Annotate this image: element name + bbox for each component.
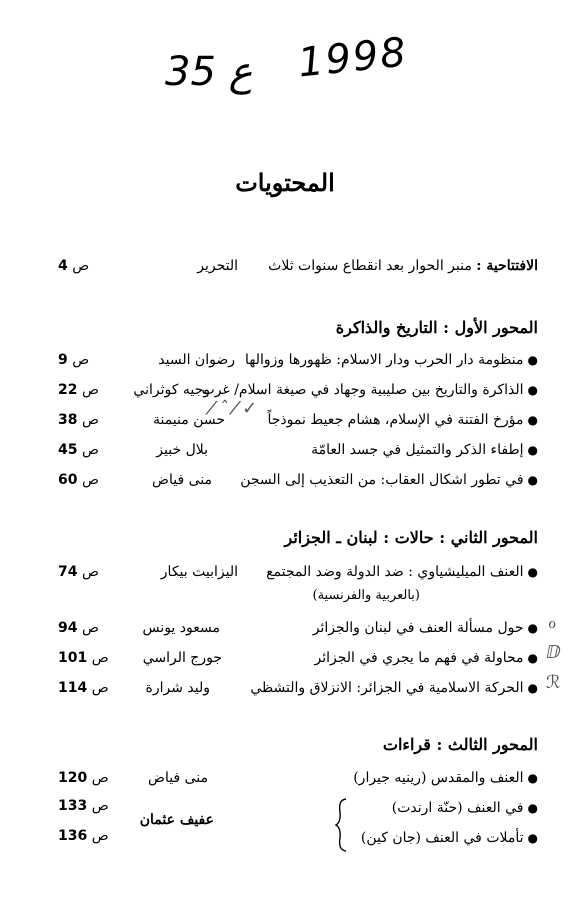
toc-page: ص 9 (58, 352, 90, 368)
toc-author: حسن منيمنة (152, 412, 225, 428)
editorial-entry (268, 258, 538, 274)
brace-mark (334, 798, 348, 852)
toc-page: ص 38 (58, 412, 99, 428)
toc-author: منى فياض (148, 770, 208, 786)
toc-page: ص 136 (58, 828, 109, 844)
toc-entry: ●تأملات في العنف (جان كين) (360, 830, 538, 846)
toc-entry: ●إطفاء الذكر والتمثيل في جسد العامّة (311, 442, 538, 458)
editorial-page: ص 4 (58, 258, 90, 274)
toc-page: ص 101 (58, 650, 109, 666)
section-heading-1: المحور الأول : التاريخ والذاكرة (335, 318, 538, 337)
toc-author: منى فياض (152, 472, 212, 488)
pencil-scribble: ⁄ ˆ ⁄ ✓ (210, 398, 258, 419)
group-author: عفيف عثمان (139, 812, 214, 828)
toc-page: ص 22 (58, 382, 99, 398)
toc-author: جورج الراسي (142, 650, 222, 666)
toc-author: وجيه كوثراني (133, 382, 210, 398)
section-heading-2: المحور الثاني : حالات : لبنان ـ الجزائر (284, 528, 538, 547)
editorial-text: منبر الحوار بعد انقطاع سنوات ثلاث (268, 258, 472, 274)
toc-entry: ●العنف الميليشياوي : ضد الدولة وضد المجتمع (266, 564, 538, 580)
toc-entry-note: (بالعربية والفرنسية) (312, 588, 420, 603)
toc-page: ص 45 (58, 442, 99, 458)
toc-author: اليزابيت بيكار (160, 564, 238, 580)
margin-mark: ℴ (548, 612, 557, 633)
section-heading-3: المحور الثالث : قراءات (382, 735, 538, 754)
editorial-author: التحرير (197, 258, 238, 274)
toc-author: مسعود يونس (142, 620, 220, 636)
toc-entry: ●الذاكرة والتاريخ بين صليبية وجهاد في صيغة اسلام/ غرب (201, 382, 538, 398)
editorial-label: الافتتاحية : (476, 258, 538, 274)
toc-author: وليد شرارة (145, 680, 210, 696)
toc-page: ص 74 (58, 564, 99, 580)
toc-author: رضوان السيد (158, 352, 235, 368)
toc-page: ص 94 (58, 620, 99, 636)
toc-page: ص 114 (58, 680, 109, 696)
toc-page: ص 120 (58, 770, 109, 786)
toc-entry: ●في تطور اشكال العقاب: من التعذيب إلى السجن (240, 472, 538, 488)
toc-entry: ●الحركة الاسلامية في الجزائر: الانزلاق والتشظي (250, 680, 538, 696)
toc-entry: ●العنف والمقدس (رينيه جيرار) (353, 770, 538, 786)
toc-entry: ●منظومة دار الحرب ودار الاسلام: ظهورها وزوالها (245, 352, 538, 368)
toc-page: ص 133 (58, 798, 109, 814)
toc-entry: ●محاولة في فهم ما يجري في الجزائر (314, 650, 538, 666)
toc-author: بلال خبيز (156, 442, 208, 458)
margin-mark: ℛ (546, 672, 561, 693)
page-title: المحتويات (235, 168, 335, 197)
toc-entry: ●حول مسألة العنف في لبنان والجزائر (312, 620, 538, 636)
toc-entry: ●في العنف (حنّة ارندت) (391, 800, 538, 816)
handwritten-reference: 35 ع (165, 49, 253, 95)
handwritten-year: 1998 (295, 29, 410, 87)
margin-mark: ⅅ (546, 642, 561, 663)
toc-page: ص 60 (58, 472, 99, 488)
toc-entry: ●مؤرخ الفتنة في الإسلام، هشام جعيط نموذجاً (267, 412, 538, 428)
